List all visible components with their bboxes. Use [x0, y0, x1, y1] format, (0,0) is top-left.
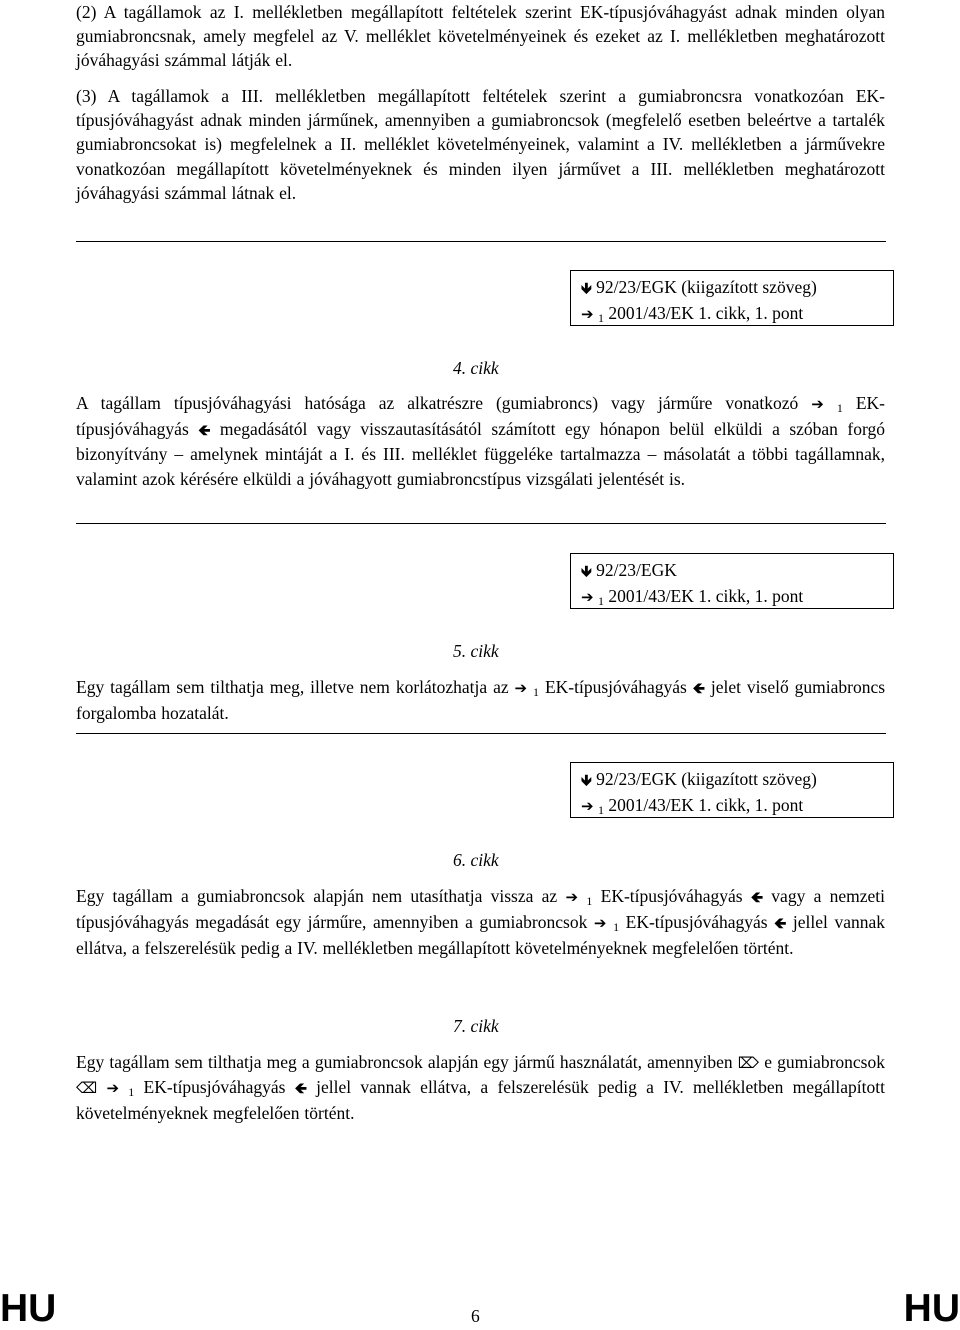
- paragraph-2: (2) A tagállamok az I. mellékletben megállapított feltételek szerint EK-típusjóváhagyást adnak minden olyan gumiabroncsnak, amely megfelel az V. melléklet követelményeinek és ezeket az I. mellékletben meghatározott jóváhagyási számmal látják el.: [76, 2, 885, 71]
- article-6-text: Egy tagállam a gumiabroncsok alapján nem utasíthatja vissza az ➔ 1 EK-típusjóváhagyás 🡸 vagy a nemzeti típusjóváhagyás megadását egy járműre, amennyiben a gumiabroncsok ➔ 1 EK-típusjóváhagyás 🡸 jellel vannak ellátva, a felszerelésük pedig a IV. mellékletben megállapított követelményeknek megfelelően történt.: [76, 886, 886, 959]
- article-5-heading: 5. cikk: [453, 641, 499, 661]
- page-number: 6: [471, 1306, 480, 1326]
- right-arrow-icon: ➔: [581, 304, 594, 323]
- right-arrow-icon: ➔: [811, 395, 824, 413]
- left-arrow-icon: 🡸: [294, 1079, 307, 1098]
- left-arrow-icon: 🡸: [774, 914, 787, 933]
- right-arrow-icon: ➔: [581, 587, 594, 606]
- source-box: 🡻 92/23/EGK (kiigazított szöveg) ➔ 1 2001/43/EK 1. cikk, 1. pont: [570, 270, 894, 326]
- right-arrow-icon: ➔: [514, 679, 528, 697]
- article-6-heading: 6. cikk: [453, 850, 499, 870]
- divider: [76, 241, 886, 242]
- language-code-left: HU: [0, 1287, 57, 1330]
- article-4-text: A tagállam típusjóváhagyási hatósága az alkatrészre (gumiabroncs) vagy járműre vonatkozó ➔ 1 EK-típusjóváhagyás 🡸 megadásától vagy visszautasításától számított egy hónapon belül elküldi a szóban forgó bizonyítvány – amelynek mintáját a I. és III. melléklet függeléke tartalmazza – másolatát a többi tagállamnak, valamint azok kérésére elküldi a jóváhagyott gumiabroncstípus vizsgálati jelentését is.: [76, 393, 885, 489]
- language-code-right: HU: [903, 1287, 960, 1330]
- right-arrow-icon: ➔: [581, 796, 594, 815]
- article-7-text: Egy tagállam sem tilthatja meg a gumiabroncsok alapján egy jármű használatát, amennyiben ⌦ e gumiabroncsok ⌫ ➔ 1 EK-típusjóváhagyás 🡸 jellel vannak ellátva, a felszerelésük pedig a IV. mellékletben megállapított követelményeknek megfelelően történt.: [76, 1052, 885, 1124]
- divider: [76, 733, 886, 734]
- left-arrow-icon: 🡸: [750, 888, 764, 906]
- paragraph-3: (3) A tagállamok a III. mellékletben megállapított feltételek szerint a gumiabroncsra vonatkozóan EK-típusjóváhagyást adnak minden járműnek, amennyiben a gumiabroncsok (megfelelő esetben beleértve a tartalék gumiabroncsokat is) megfelelnek a II. melléklet követelményeinek, valamint a IV. mellékletben a járművekre vonatkozóan megállapított követelményeknek és minden ilyen járművet a III. mellékletben meghatározott jóváhagyási számmal látnak el.: [76, 86, 885, 203]
- source-box: 🡻 92/23/EGK ➔ 1 2001/43/EK 1. cikk, 1. pont: [570, 553, 894, 609]
- down-arrow-icon: 🡻: [581, 771, 592, 789]
- right-arrow-icon: ➔: [565, 888, 579, 906]
- article-4-heading: 4. cikk: [453, 358, 499, 378]
- down-arrow-icon: 🡻: [581, 279, 592, 297]
- deletion-end-icon: ⌫: [76, 1079, 98, 1098]
- article-7-heading: 7. cikk: [453, 1016, 499, 1036]
- down-arrow-icon: 🡻: [581, 562, 592, 580]
- divider: [76, 523, 886, 524]
- source-box: 🡻 92/23/EGK (kiigazított szöveg) ➔ 1 2001/43/EK 1. cikk, 1. pont: [570, 762, 894, 818]
- article-5-text: Egy tagállam sem tilthatja meg, illetve nem korlátozhatja az ➔ 1 EK-típusjóváhagyás 🡸 jelet viselő gumiabroncs forgalomba hozatalát.: [76, 677, 886, 724]
- left-arrow-icon: 🡸: [692, 679, 705, 697]
- left-arrow-icon: 🡸: [198, 421, 211, 440]
- right-arrow-icon: ➔: [593, 914, 607, 933]
- right-arrow-icon: ➔: [106, 1079, 120, 1098]
- deletion-start-icon: ⌦: [737, 1054, 760, 1072]
